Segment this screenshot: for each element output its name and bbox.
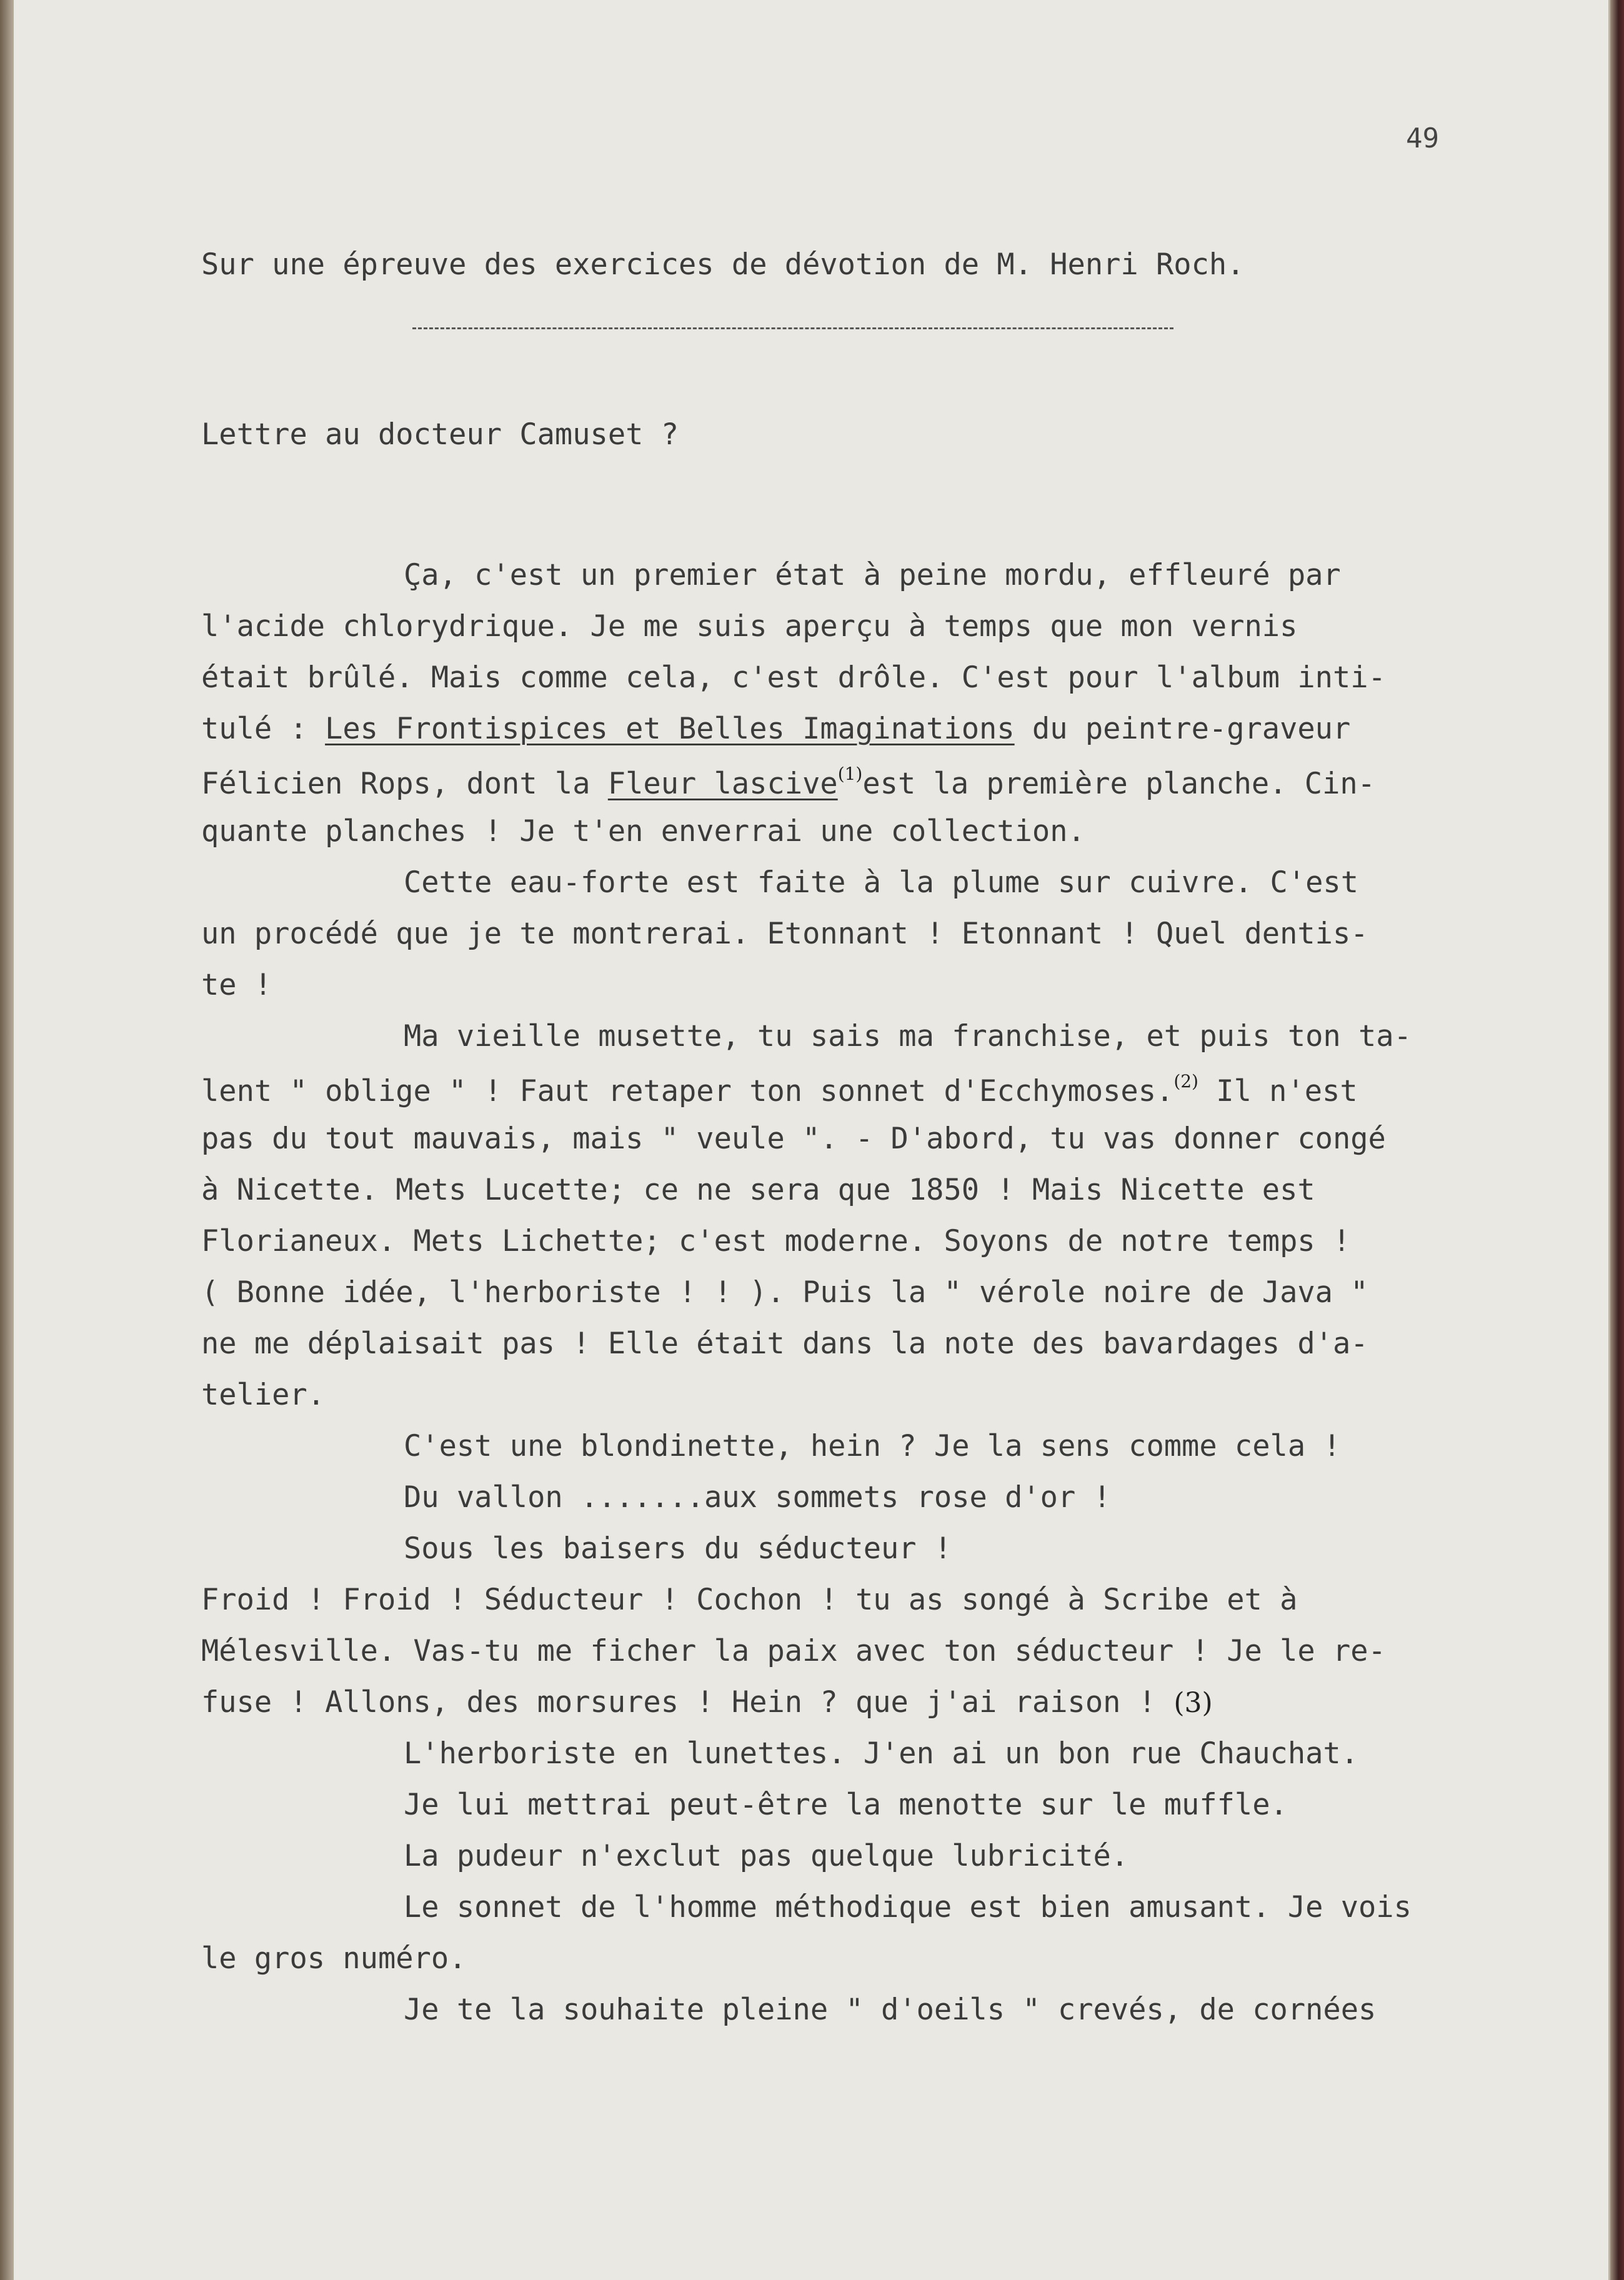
text-line: Le sonnet de l'homme méthodique est bien amusant. Je vois: [404, 1890, 1412, 1924]
footnote-marker: (2): [1173, 1071, 1198, 1092]
text-line: Cette eau-forte est faite à la plume sur cuivre. C'est: [404, 865, 1359, 900]
text-line: un procédé que je te montrerai. Etonnant ! Etonnant ! Quel dentis-: [201, 917, 1368, 951]
spine-edge: [1610, 0, 1624, 2280]
text-line: Je lui mettrai peut-être la menotte sur le muffle.: [404, 1788, 1288, 1822]
document-title: Sur une épreuve des exercices de dévotion de M. Henri Roch.: [201, 247, 1245, 282]
text-line: Ma vieille musette, tu sais ma franchise, et puis ton ta-: [404, 1019, 1412, 1053]
binding-strip: [0, 0, 14, 2280]
footnote-marker: (1): [837, 764, 863, 784]
footnote-marker: (3): [1173, 1687, 1213, 1719]
text-line: C'est une blondinette, hein ? Je la sens comme cela !: [404, 1429, 1341, 1463]
text-line: telier.: [201, 1378, 326, 1412]
text-line: Froid ! Froid ! Séducteur ! Cochon ! tu as songé à Scribe et à: [201, 1583, 1298, 1617]
page-number: 49: [1406, 122, 1439, 154]
text-line: Florianeux. Mets Lichette; c'est moderne. Soyons de notre temps !: [201, 1224, 1351, 1258]
text-line: Mélesville. Vas-tu me ficher la paix avec ton séducteur ! Je le re-: [201, 1634, 1386, 1668]
text-line: tulé : Les Frontispices et Belles Imaginations du peintre-graveur: [201, 712, 1351, 746]
title-underlined: Les Frontispices et Belles Imaginations: [325, 712, 1015, 746]
text-line: La pudeur n'exclut pas quelque lubricité.: [404, 1839, 1129, 1873]
text-line: Sous les baisers du séducteur !: [404, 1531, 952, 1566]
text-line: quante planches ! Je t'en enverrai une collection.: [201, 814, 1085, 849]
text-line: à Nicette. Mets Lucette; ce ne sera que 1850 ! Mais Nicette est: [201, 1173, 1315, 1207]
text-line: le gros numéro.: [201, 1941, 467, 1976]
text-line: ( Bonne idée, l'herboriste ! ! ). Puis la " vérole noire de Java ": [201, 1275, 1368, 1310]
text-line: lent " oblige " ! Faut retaper ton sonnet d'Ecchymoses.$^{(2)}$ Il n'est: [201, 1071, 1358, 1108]
text-line: Je te la souhaite pleine " d'oeils " crevés, de cornées: [404, 1993, 1377, 2027]
text-line: fuse ! Allons, des morsures ! Hein ? que j'ai raison ! (3): [201, 1685, 1213, 1720]
text-line: ne me déplaisait pas ! Elle était dans la note des bavardages d'a-: [201, 1327, 1368, 1361]
title-underlined: Fleur lascive: [607, 767, 838, 801]
text-line: pas du tout mauvais, mais " veule ". - D'abord, tu vas donner congé: [201, 1122, 1386, 1156]
text-line: Ça, c'est un premier état à peine mordu, effleuré par: [404, 558, 1341, 592]
text-line: L'herboriste en lunettes. J'en ai un bon rue Chauchat.: [404, 1736, 1359, 1771]
text-line: l'acide chlorydrique. Je me suis aperçu à temps que mon vernis: [201, 609, 1298, 644]
text-line: Félicien Rops, dont la Fleur lascive$^{(1)}$est la première planche. Cin-: [201, 764, 1375, 801]
text-line: te !: [201, 968, 272, 1002]
title-divider: [412, 327, 1173, 329]
document-subtitle: Lettre au docteur Camuset ?: [201, 417, 679, 452]
text-line: Du vallon .......aux sommets rose d'or !: [404, 1480, 1111, 1515]
text-line: était brûlé. Mais comme cela, c'est drôle. C'est pour l'album inti-: [201, 660, 1386, 695]
